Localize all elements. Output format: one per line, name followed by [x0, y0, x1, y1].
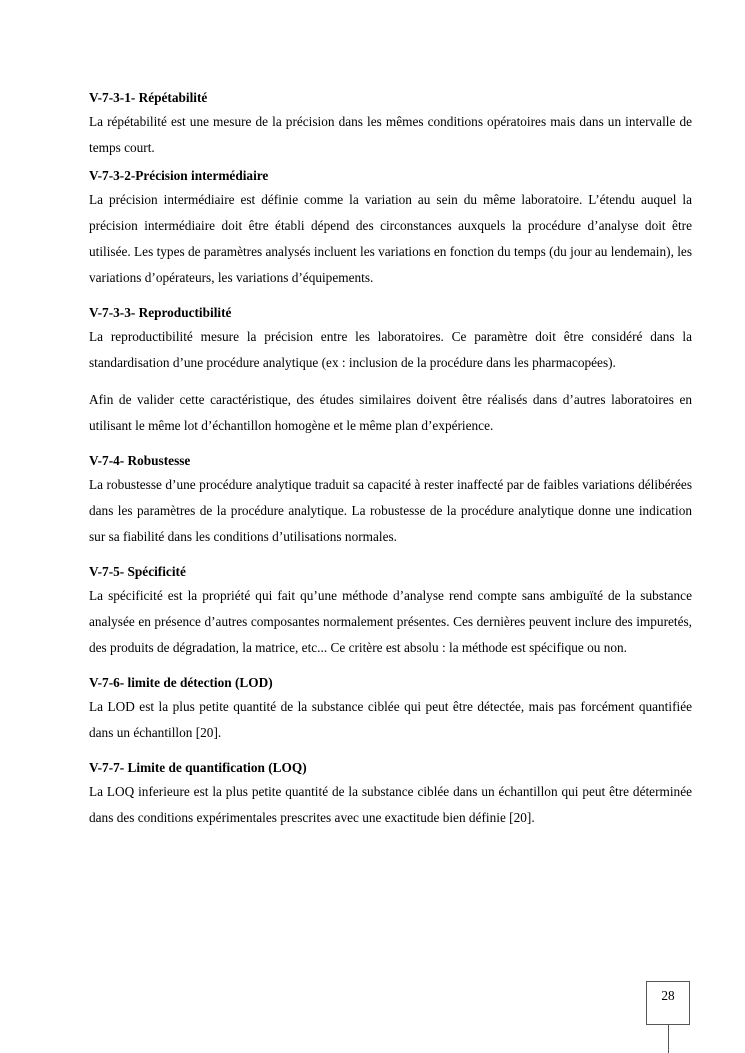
- section-heading-specificite: V-7-5- Spécificité: [89, 564, 186, 579]
- paragraph-robustesse: La robustesse d’une procédure analytique traduit sa capacité à rester inaffecté par de faibles variations délibérées dans les paramètres de la procédure analytique. La robustesse de la procédure analytique donne une indication sur sa fiabilité dans les conditions d’utilisations normales.: [89, 477, 692, 544]
- paragraph-specificite: La spécificité est la propriété qui fait qu’une méthode d’analyse rend compte sans ambiguïté de la substance analysée en présence d’autres composantes normalement présentes. Ces dernières peuvent inclure des impuretés, des produits de dégradation, la matrice, etc... Ce critère est absolu : la méthode est spécifique ou non.: [89, 588, 692, 655]
- paragraph-repetabilite: La répétabilité est une mesure de la précision dans les mêmes conditions opératoires mais dans un intervalle de temps court.: [89, 114, 692, 155]
- section-heading-precision-intermediaire: V-7-3-2-Précision intermédiaire: [89, 168, 269, 183]
- page-number: 28: [646, 981, 690, 1025]
- section-heading-loq: V-7-7- Limite de quantification (LOQ): [89, 760, 307, 775]
- section-heading-reproductibilite: V-7-3-3- Reproductibilité: [89, 305, 232, 320]
- page-number-line: [668, 1025, 669, 1053]
- section-heading-lod: V-7-6- limite de détection (LOD): [89, 675, 273, 690]
- document-body: [89, 87, 692, 831]
- paragraph-loq: La LOQ inferieure est la plus petite quantité de la substance ciblée dans un échantillon qui peut être déterminée dans des conditions expérimentales prescrites avec une exactitude bien définie [20].: [89, 784, 692, 825]
- paragraph-reproductibilite-2: Afin de valider cette caractéristique, des études similaires doivent être réalisés dans d’autres laboratoires en utilisant le même lot d’échantillon homogène et le même plan d’expérience.: [89, 392, 692, 433]
- paragraph-reproductibilite-1: La reproductibilité mesure la précision entre les laboratoires. Ce paramètre doit être considéré dans la standardisation d’une procédure analytique (ex : inclusion de la procédure dans les pharmacopées).: [89, 329, 692, 370]
- section-heading-repetabilite: V-7-3-1- Répétabilité: [89, 90, 208, 105]
- section-heading-robustesse: V-7-4- Robustesse: [89, 453, 191, 468]
- paragraph-precision-intermediaire: La précision intermédiaire est définie comme la variation au sein du même laboratoire. L’étendu auquel la précision intermédiaire doit être établi dépend des circonstances auxquels la procédure d’analyse doit être utilisée. Les types de paramètres analysés incluent les variations en fonction du temps (du jour au lendemain), les variations d’opérateurs, les variations d’équipements.: [89, 192, 692, 285]
- paragraph-lod: La LOD est la plus petite quantité de la substance ciblée qui peut être détectée, mais pas forcément quantifiée dans un échantillon [20].: [89, 699, 692, 740]
